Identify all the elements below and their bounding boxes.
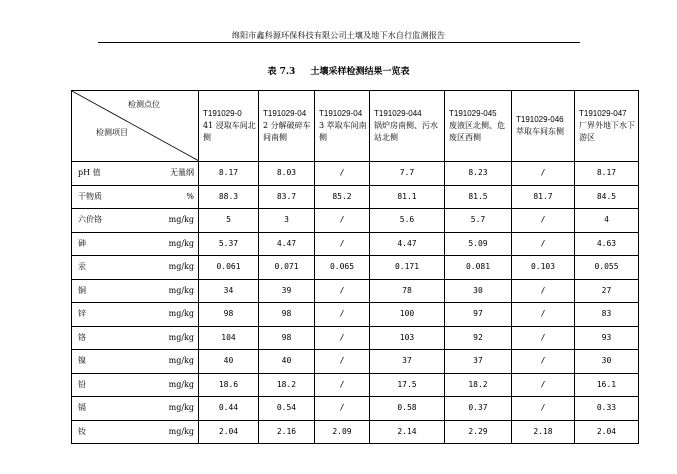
value-cell: 2.18 — [512, 420, 575, 444]
results-table — [71, 90, 639, 444]
table-row — [72, 420, 639, 444]
column-desc: 3 萃取车间南侧 — [319, 121, 367, 142]
item-name: 铅 — [78, 379, 86, 389]
item-name: 砷 — [78, 238, 86, 248]
corner-bottom-label: 检测项目 — [96, 128, 128, 137]
item-cell — [72, 420, 199, 444]
value-cell: 0.44 — [199, 397, 259, 421]
item-cell — [72, 350, 199, 374]
value-cell: / — [315, 326, 370, 350]
value-cell: / — [315, 279, 370, 303]
value-cell: 98 — [199, 303, 259, 327]
item-cell — [72, 326, 199, 350]
value-cell: 78 — [370, 279, 445, 303]
value-cell: / — [315, 162, 370, 186]
column-header — [370, 91, 445, 162]
value-cell: / — [512, 350, 575, 374]
column-code: T191029-045 — [449, 109, 497, 118]
column-header — [575, 91, 639, 162]
table-row — [72, 350, 639, 374]
column-header — [259, 91, 315, 162]
value-cell: 0.171 — [370, 256, 445, 280]
value-cell: / — [512, 326, 575, 350]
column-desc: 2 分解破碎车间南侧 — [263, 121, 311, 142]
table-row — [72, 326, 639, 350]
item-cell — [72, 162, 199, 186]
corner-cell — [72, 91, 199, 162]
item-name: pH 值 — [78, 168, 101, 178]
value-cell: 81.5 — [445, 185, 512, 209]
item-cell — [72, 303, 199, 327]
table-row — [72, 397, 639, 421]
item-unit: mg/kg — [168, 215, 194, 225]
value-cell: 4.47 — [370, 232, 445, 256]
item-unit: mg/kg — [168, 285, 194, 295]
value-cell: 30 — [575, 350, 639, 374]
value-cell: 5.09 — [445, 232, 512, 256]
value-cell: / — [512, 279, 575, 303]
item-unit: mg/kg — [168, 309, 194, 319]
value-cell: 0.58 — [370, 397, 445, 421]
value-cell: 93 — [575, 326, 639, 350]
item-cell — [72, 373, 199, 397]
item-cell — [72, 256, 199, 280]
value-cell: 40 — [199, 350, 259, 374]
value-cell: 40 — [259, 350, 315, 374]
table-row — [72, 279, 639, 303]
column-code: T191029-044 — [374, 109, 422, 118]
value-cell: / — [512, 209, 575, 233]
value-cell: 4.63 — [575, 232, 639, 256]
item-cell — [72, 232, 199, 256]
value-cell: 8.17 — [199, 162, 259, 186]
column-header — [445, 91, 512, 162]
column-desc: 41 浸取车间北侧 — [203, 121, 256, 142]
value-cell: 16.1 — [575, 373, 639, 397]
value-cell: 4.47 — [259, 232, 315, 256]
item-unit: mg/kg — [168, 356, 194, 366]
column-code: T191029-0 — [203, 109, 242, 118]
header-row — [72, 91, 639, 162]
value-cell: 2.16 — [259, 420, 315, 444]
column-code: T191029-047 — [579, 109, 627, 118]
value-cell: 7.7 — [370, 162, 445, 186]
value-cell: 5.7 — [445, 209, 512, 233]
item-name: 汞 — [78, 262, 86, 272]
value-cell: 0.065 — [315, 256, 370, 280]
table-title: 土壤采样检测结果一览表 — [310, 67, 410, 77]
value-cell: 83.7 — [259, 185, 315, 209]
value-cell: 0.37 — [445, 397, 512, 421]
value-cell: 98 — [259, 326, 315, 350]
value-cell: 18.2 — [259, 373, 315, 397]
value-cell: / — [512, 162, 575, 186]
column-code: T191029-04 — [263, 109, 307, 118]
value-cell: 81.7 — [512, 185, 575, 209]
item-cell — [72, 209, 199, 233]
item-name: 锌 — [78, 309, 86, 319]
value-cell: / — [315, 209, 370, 233]
item-name: 镉 — [78, 403, 86, 413]
value-cell: 2.09 — [315, 420, 370, 444]
item-name: 干物质 — [78, 191, 102, 201]
value-cell: 100 — [370, 303, 445, 327]
column-header — [199, 91, 259, 162]
item-unit: mg/kg — [168, 238, 194, 248]
value-cell: 8.23 — [445, 162, 512, 186]
value-cell: / — [512, 232, 575, 256]
value-cell: 5.6 — [370, 209, 445, 233]
value-cell: 37 — [370, 350, 445, 374]
value-cell: / — [512, 373, 575, 397]
table-body — [72, 162, 639, 444]
value-cell: 2.14 — [370, 420, 445, 444]
value-cell: 0.081 — [445, 256, 512, 280]
item-unit: mg/kg — [168, 379, 194, 389]
value-cell: 5.37 — [199, 232, 259, 256]
column-code: T191029-04 — [319, 109, 363, 118]
value-cell: 104 — [199, 326, 259, 350]
value-cell: 0.33 — [575, 397, 639, 421]
item-unit: mg/kg — [168, 403, 194, 413]
column-header — [512, 91, 575, 162]
value-cell: 4 — [575, 209, 639, 233]
value-cell: 17.5 — [370, 373, 445, 397]
value-cell: 85.2 — [315, 185, 370, 209]
column-header — [315, 91, 370, 162]
value-cell: 0.071 — [259, 256, 315, 280]
value-cell: / — [315, 373, 370, 397]
value-cell: 83 — [575, 303, 639, 327]
value-cell: / — [315, 350, 370, 374]
value-cell: / — [512, 397, 575, 421]
header-rule — [98, 42, 580, 43]
value-cell: 98 — [259, 303, 315, 327]
value-cell: 34 — [199, 279, 259, 303]
column-desc: 厂界外地下水下游区 — [579, 121, 635, 142]
value-cell: / — [315, 303, 370, 327]
table-caption — [0, 64, 677, 77]
value-cell: 92 — [445, 326, 512, 350]
value-cell: 30 — [445, 279, 512, 303]
value-cell: 0.061 — [199, 256, 259, 280]
value-cell: 2.29 — [445, 420, 512, 444]
report-header: 绵阳市鑫科源环保科技有限公司土壤及地下水自行监测报告 — [231, 31, 446, 40]
value-cell: 103 — [370, 326, 445, 350]
item-unit: % — [186, 191, 194, 201]
corner-top-label: 检测点位 — [128, 100, 160, 109]
table-row — [72, 209, 639, 233]
item-unit: 无量纲 — [170, 168, 194, 178]
table-row — [72, 256, 639, 280]
value-cell: 18.2 — [445, 373, 512, 397]
value-cell: 88.3 — [199, 185, 259, 209]
value-cell: 27 — [575, 279, 639, 303]
item-unit: mg/kg — [168, 332, 194, 342]
value-cell: / — [512, 303, 575, 327]
item-name: 铜 — [78, 285, 86, 295]
column-code: T191029-046 — [516, 115, 564, 124]
table-number: 表 7.3 — [267, 67, 296, 77]
item-name: 钕 — [78, 426, 86, 436]
column-desc: 萃取车间东侧 — [516, 127, 564, 136]
item-name: 六价铬 — [78, 215, 102, 225]
column-desc: 废液区北侧、危废区西侧 — [449, 121, 505, 142]
value-cell: 39 — [259, 279, 315, 303]
value-cell: 3 — [259, 209, 315, 233]
item-name: 铬 — [78, 332, 86, 342]
value-cell: 18.6 — [199, 373, 259, 397]
item-name: 镍 — [78, 356, 86, 366]
table-row — [72, 185, 639, 209]
value-cell: 8.17 — [575, 162, 639, 186]
value-cell: / — [315, 232, 370, 256]
column-desc: 锅炉房南侧、污水站北侧 — [374, 121, 438, 142]
table-row — [72, 162, 639, 186]
item-cell — [72, 397, 199, 421]
item-cell — [72, 279, 199, 303]
value-cell: 0.54 — [259, 397, 315, 421]
value-cell: 2.04 — [575, 420, 639, 444]
table-row — [72, 373, 639, 397]
table-row — [72, 303, 639, 327]
table-row — [72, 232, 639, 256]
value-cell: 81.1 — [370, 185, 445, 209]
value-cell: 2.04 — [199, 420, 259, 444]
value-cell: 0.103 — [512, 256, 575, 280]
value-cell: 37 — [445, 350, 512, 374]
value-cell: 8.03 — [259, 162, 315, 186]
item-unit: mg/kg — [168, 426, 194, 436]
item-cell — [72, 185, 199, 209]
value-cell: 97 — [445, 303, 512, 327]
value-cell: 5 — [199, 209, 259, 233]
value-cell: 84.5 — [575, 185, 639, 209]
item-unit: mg/kg — [168, 262, 194, 272]
value-cell: / — [315, 397, 370, 421]
value-cell: 0.055 — [575, 256, 639, 280]
